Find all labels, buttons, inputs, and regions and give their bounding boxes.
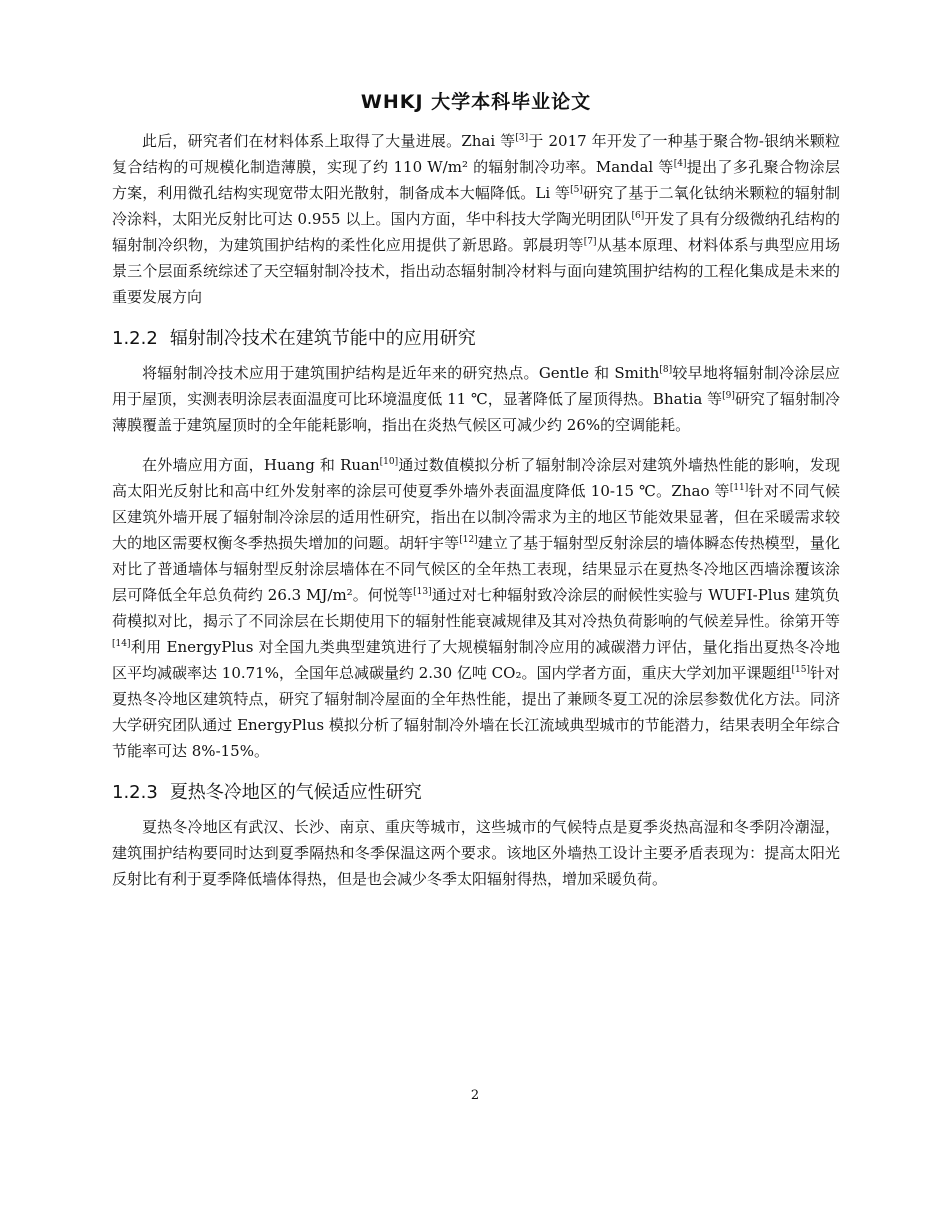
section-number: 1.2.3 <box>112 782 158 803</box>
text-run: 针对不同气候区建筑外墙开展了辐射制冷涂层的适用性研究，指出在以制冷需求为主的地区节能效果显著，但在采暖需求较大的地区需要权衡冬季热损失增加的问题。胡轩宇等 <box>112 482 840 552</box>
text-run: 此后，研究者们在材料体系上取得了大量进展。Zhai 等 <box>142 132 516 150</box>
text-run: 通过数值模拟分析了辐射制冷涂层对建筑外墙热性能的影响，发现高太阳光反射比和高中红外发射率的涂层可使夏季外墙外表面温度降低 10-15 ℃。Zhao 等 <box>112 456 840 500</box>
text-run: 研究了辐射制冷薄膜覆盖于建筑屋顶时的全年能耗影响，指出在炎热气候区可减少约 26%的空调能耗。 <box>112 390 840 434</box>
citation-ref: [9] <box>722 391 735 401</box>
text-run: 提出了多孔聚合物涂层方案，利用微孔结构实现宽带太阳光散射，制备成本大幅降低。Li 等 <box>112 158 840 202</box>
citation-ref: [4] <box>673 159 687 169</box>
text-run: 在外墙应用方面，Huang 和 Ruan <box>142 456 380 474</box>
section-1-2-2-paragraph-2 <box>112 452 840 764</box>
text-run: 开发了具有分级微纳孔结构的辐射制冷织物，为建筑围护结构的柔性化应用提供了新思路。郭晨玥等 <box>112 210 840 254</box>
text-run: 通过对七种辐射致冷涂层的耐候性实验与 WUFI-Plus 建筑负荷模拟对比，揭示了不同涂层在长期使用下的辐射性能衰减规律及其对冷热负荷影响的气候差异性。徐第开等 <box>112 586 840 630</box>
text-run: 针对夏热冬冷地区建筑特点，研究了辐射制冷屋面的全年热性能，提出了兼顾冬夏工况的涂层参数优化方法。同济大学研究团队通过 EnergyPlus 模拟分析了辐射制冷外墙在长江流域典型城市的节能潜力，结果表明全年综合节能率可达 8%-15%。 <box>112 664 840 760</box>
running-header: WHKJ 大学本科毕业论文 <box>360 91 592 113</box>
page-number: 2 <box>470 1088 480 1103</box>
text-run: 研究了基于二氧化钛纳米颗粒的辐射制冷涂料，太阳光反射比可达 0.955 以上。国内方面，华中科技大学陶光明团队 <box>112 184 840 228</box>
citation-ref: [13] <box>413 587 432 597</box>
citation-ref: [7] <box>583 237 597 247</box>
citation-ref: [5] <box>570 185 583 195</box>
text-run: 将辐射制冷技术应用于建筑围护结构是近年来的研究热点。Gentle 和 Smith <box>142 364 660 382</box>
citation-ref: [3] <box>515 133 529 143</box>
section-title: 辐射制冷技术在建筑节能中的应用研究 <box>169 328 476 349</box>
section-heading-1-2-3 <box>112 778 840 808</box>
citation-ref: [10] <box>379 457 399 467</box>
text-run: 建立了基于辐射型反射涂层的墙体瞬态传热模型，量化对比了普通墙体与辐射型反射涂层墙体在不同气候区的全年热工表现，结果显示在夏热冬冷地区西墙涂覆该涂层可降低全年总负荷约 26.3 MJ/m²。何悦等 <box>112 534 840 604</box>
text-run: 利用 EnergyPlus 对全国九类典型建筑进行了大规模辐射制冷应用的减碳潜力评估，量化指出夏热冬冷地区平均减碳率达 10.71%，全国年总减碳量约 2.30 亿吨 CO₂。国内学者方面，重庆大学刘加平课题组 <box>112 638 840 682</box>
citation-ref: [8] <box>659 365 673 375</box>
citation-ref: [6] <box>631 211 645 221</box>
intro-paragraph <box>112 128 840 310</box>
text-run: 于 2017 年开发了一种基于聚合物-银纳米颗粒复合结构的可规模化制造薄膜，实现了约 110 W/m² 的辐射制冷功率。Mandal 等 <box>112 132 841 176</box>
section-heading-1-2-2 <box>112 324 840 354</box>
citation-ref: [12] <box>459 535 478 545</box>
citation-ref: [11] <box>729 483 749 493</box>
section-1-2-2-paragraph-1 <box>112 360 840 438</box>
citation-ref: [15] <box>791 665 810 675</box>
section-title: 夏热冬冷地区的气候适应性研究 <box>169 782 422 803</box>
text-run: 从基本原理、材料体系与典型应用场景三个层面系统综述了天空辐射制冷技术，指出动态辐射制冷材料与面向建筑围护结构的工程化集成是未来的重要发展方向 <box>112 236 840 306</box>
text-run: 较早地将辐射制冷涂层应用于屋顶，实测表明涂层表面温度可比环境温度低 11 ℃，显著降低了屋顶得热。Bhatia 等 <box>112 364 840 408</box>
section-1-2-3-paragraph-1: 夏热冬冷地区有武汉、长沙、南京、重庆等城市，这些城市的气候特点是夏季炎热高湿和冬季阴冷潮湿，建筑围护结构要同时达到夏季隔热和冬季保温这两个要求。该地区外墙热工设计主要矛盾表现为：提高太阳光反射比有利于夏季降低墙体得热，但是也会减少冬季太阳辐射得热，增加采暖负荷。 <box>112 818 840 888</box>
document-page <box>112 88 840 892</box>
citation-ref: [14] <box>112 639 131 649</box>
section-number: 1.2.2 <box>112 328 158 349</box>
